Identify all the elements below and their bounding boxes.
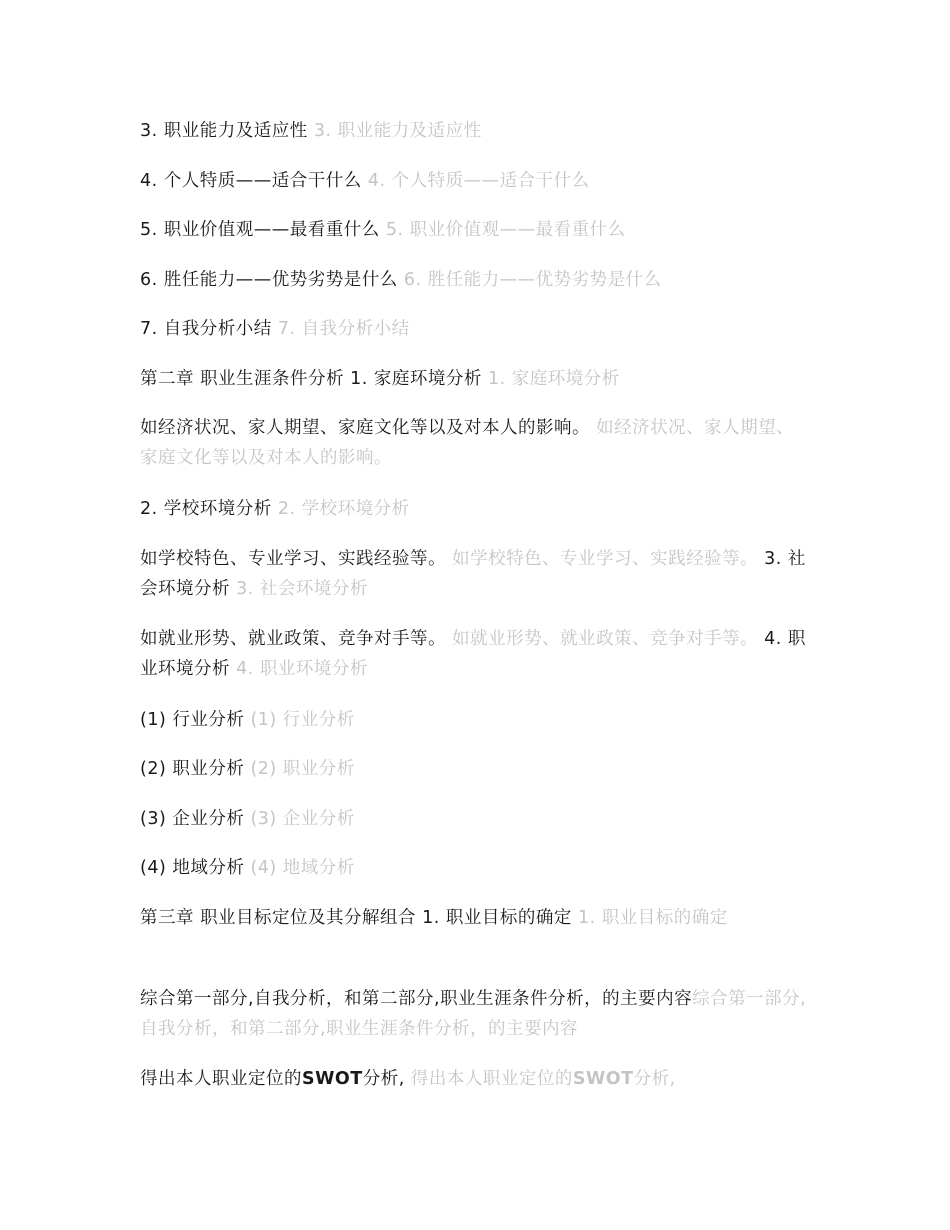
line-text: (2) 职业分析 <box>140 759 245 779</box>
ghost-text: (2) 职业分析 <box>250 759 355 779</box>
line-text-2: 4. 职业环境分析 <box>140 629 806 679</box>
swot-bold-text: SWOT <box>302 1069 363 1089</box>
ghost-text: 5. 职业价值观——最看重什么 <box>385 220 626 240</box>
text-line-enterprise <box>140 804 812 834</box>
line-text: (4) 地域分析 <box>140 858 245 878</box>
ghost-text: 4. 个人特质——适合干什么 <box>367 171 590 191</box>
text-line-industry <box>140 705 812 735</box>
ghost-text: 如经济状况、家人期望、家庭文化等以及对本人的影响。 <box>140 418 795 468</box>
text-line-school <box>140 494 812 524</box>
line-text: 4. 个人特质——适合干什么 <box>140 171 362 191</box>
line-text: (3) 企业分析 <box>140 809 245 829</box>
line-text: 5. 职业价值观——最看重什么 <box>140 220 380 240</box>
line-text: (1) 行业分析 <box>140 710 245 730</box>
text-line-4 <box>140 265 812 295</box>
text-line-region <box>140 853 812 883</box>
line-text: 第二章 职业生涯条件分析 1. 家庭环境分析 <box>140 369 482 389</box>
line-text: 如经济状况、家人期望、家庭文化等以及对本人的影响。 <box>140 418 590 438</box>
line-text: 7. 自我分析小结 <box>140 319 272 339</box>
ghost-text: 如学校特色、专业学习、实践经验等。 <box>452 549 759 569</box>
text-line-1 <box>140 116 812 146</box>
ghost-swot-bold-text: SWOT <box>572 1069 634 1089</box>
text-paragraph-summary <box>140 984 812 1044</box>
ghost-text: (3) 企业分析 <box>250 809 355 829</box>
ghost-text: 综合第一部分,自我分析，和第二部分,职业生涯条件分析，的主要内容 <box>140 989 807 1039</box>
ghost-text: (4) 地域分析 <box>250 858 355 878</box>
ghost-text-a: 得出本人职业定位的 <box>410 1069 573 1089</box>
line-text: 如学校特色、专业学习、实践经验等。 <box>140 549 446 569</box>
text-paragraph-society <box>140 624 812 684</box>
chapter-2-heading <box>140 364 812 394</box>
text-line-occupation <box>140 754 812 784</box>
ghost-text: 7. 自我分析小结 <box>277 319 410 339</box>
ghost-text: 2. 学校环境分析 <box>277 499 410 519</box>
line-text: 3. 职业能力及适应性 <box>140 121 308 141</box>
text-line-2 <box>140 166 812 196</box>
ghost-text: (1) 行业分析 <box>250 710 355 730</box>
line-text: 6. 胜任能力——优势劣势是什么 <box>140 270 398 290</box>
ghost-text: 1. 家庭环境分析 <box>487 369 620 389</box>
line-text-a: 得出本人职业定位的 <box>140 1069 302 1089</box>
ghost-text: 3. 职业能力及适应性 <box>313 121 482 141</box>
line-text: 如就业形势、就业政策、竞争对手等。 <box>140 629 446 649</box>
line-text: 综合第一部分,自我分析，和第二部分,职业生涯条件分析，的主要内容 <box>140 989 693 1009</box>
text-line-5 <box>140 314 812 344</box>
line-text-2: 3. 社会环境分析 <box>140 549 806 599</box>
text-paragraph-family <box>140 413 812 473</box>
ghost-text-2: 4. 职业环境分析 <box>236 659 368 679</box>
text-line-swot <box>140 1064 812 1094</box>
line-text-c: 分析, <box>362 1069 405 1089</box>
text-paragraph-school <box>140 544 812 604</box>
ghost-text-c: 分析, <box>633 1069 676 1089</box>
text-line-3 <box>140 215 812 245</box>
ghost-text-2: 3. 社会环境分析 <box>236 579 368 599</box>
ghost-text: 6. 胜任能力——优势劣势是什么 <box>403 270 662 290</box>
chapter-3-heading <box>140 903 812 933</box>
ghost-text: 1. 职业目标的确定 <box>577 908 728 928</box>
line-text: 2. 学校环境分析 <box>140 499 272 519</box>
ghost-text: 如就业形势、就业政策、竞争对手等。 <box>452 629 759 649</box>
line-text: 第三章 职业目标定位及其分解组合 1. 职业目标的确定 <box>140 908 572 928</box>
